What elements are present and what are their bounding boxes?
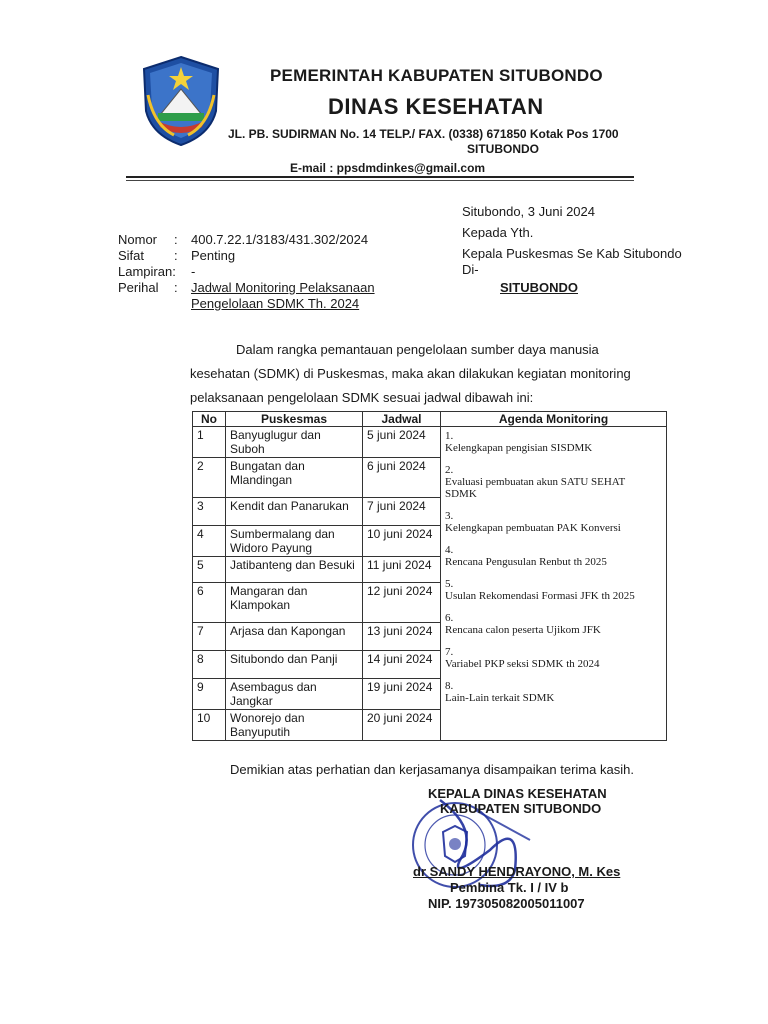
- lampiran-label: Lampiran:: [118, 264, 176, 279]
- cell-puskesmas: Arjasa dan Kapongan: [226, 623, 363, 651]
- cell-jadwal: 7 juni 2024: [363, 498, 441, 526]
- perihal-line1: Jadwal Monitoring Pelaksanaan: [191, 280, 375, 295]
- intro-line-3: pelaksanaan pengelolaan SDMK sesuai jadwal dibawah ini:: [190, 390, 534, 405]
- agenda-item: 2. Evaluasi pembuatan akun SATU SEHAT SDMK: [445, 464, 626, 500]
- cell-puskesmas: Asembagus dan Jangkar: [226, 679, 363, 710]
- cell-jadwal: 13 juni 2024: [363, 623, 441, 651]
- cell-puskesmas: Banyuglugur dan Suboh: [226, 427, 363, 458]
- recipient-di: Di-: [462, 262, 479, 277]
- cell-no: 5: [193, 557, 226, 583]
- cell-jadwal: 20 juni 2024: [363, 710, 441, 741]
- letterhead-address: JL. PB. SUDIRMAN No. 14 TELP./ FAX. (0338) 671850 Kotak Pos 1700: [228, 127, 619, 141]
- letterhead-divider: [126, 176, 634, 178]
- cell-puskesmas: Bungatan dan Mlandingan: [226, 458, 363, 498]
- letterhead-government: PEMERINTAH KABUPATEN SITUBONDO: [270, 66, 603, 85]
- agenda-item: 6. Rencana calon peserta Ujikom JFK: [445, 612, 601, 636]
- nomor-colon: :: [174, 232, 178, 247]
- cell-no: 9: [193, 679, 226, 710]
- agenda-item: 4. Rencana Pengusulan Renbut th 2025: [445, 544, 607, 568]
- sifat-label: Sifat: [118, 248, 145, 263]
- cell-puskesmas: Sumbermalang dan Widoro Payung: [226, 526, 363, 557]
- table-header-row: [193, 412, 667, 427]
- agenda-item: 8. Lain-Lain terkait SDMK: [445, 680, 555, 704]
- signer-nip: NIP. 197305082005011007: [428, 896, 585, 911]
- letterhead-divider-thin: [126, 180, 634, 181]
- cell-jadwal: 10 juni 2024: [363, 526, 441, 557]
- signer-name: dr SANDY HENDRAYONO, M. Kes: [413, 864, 621, 879]
- recipient-city: SITUBONDO: [500, 280, 578, 295]
- cell-no: 1: [193, 427, 226, 458]
- nomor-value: 400.7.22.1/3183/431.302/2024: [191, 232, 369, 247]
- cell-jadwal: 19 juni 2024: [363, 679, 441, 710]
- cell-jadwal: 5 juni 2024: [363, 427, 441, 458]
- cell-no: 7: [193, 623, 226, 651]
- perihal-colon: :: [174, 280, 178, 295]
- schedule-table: [192, 411, 667, 741]
- intro-line-2: kesehatan (SDMK) di Puskesmas, maka akan dilakukan kegiatan monitoring: [190, 366, 631, 381]
- cell-jadwal: 6 juni 2024: [363, 458, 441, 498]
- letterhead-email: E-mail : ppsdmdinkes@gmail.com: [290, 161, 486, 175]
- place-date: Situbondo, 3 Juni 2024: [462, 204, 595, 219]
- cell-puskesmas: Mangaran dan Klampokan: [226, 583, 363, 623]
- header-no: No: [193, 412, 226, 427]
- nomor-label: Nomor: [118, 232, 158, 247]
- cell-puskesmas: Wonorejo dan Banyuputih: [226, 710, 363, 741]
- cell-no: 10: [193, 710, 226, 741]
- agenda-list: [441, 427, 667, 741]
- regency-logo-icon: [140, 55, 222, 147]
- signer-title-1: KEPALA DINAS KESEHATAN: [428, 786, 607, 801]
- recipient-greeting: Kepada Yth.: [462, 225, 534, 240]
- header-agenda: Agenda Monitoring: [441, 412, 667, 427]
- cell-no: 6: [193, 583, 226, 623]
- cell-puskesmas: Situbondo dan Panji: [226, 651, 363, 679]
- lampiran-value: -: [191, 264, 196, 279]
- signer-title-2: KABUPATEN SITUBONDO: [440, 801, 602, 816]
- agenda-item: 7. Variabel PKP seksi SDMK th 2024: [445, 646, 600, 670]
- perihal-line2: Pengelolaan SDMK Th. 2024: [191, 296, 360, 311]
- sifat-value: Penting: [191, 248, 236, 263]
- cell-no: 4: [193, 526, 226, 557]
- header-jadwal: Jadwal: [363, 412, 441, 427]
- letterhead-agency: DINAS KESEHATAN: [328, 94, 544, 119]
- cell-no: 3: [193, 498, 226, 526]
- header-puskesmas: Puskesmas: [226, 412, 363, 427]
- agenda-item: 3. Kelengkapan pembuatan PAK Konversi: [445, 510, 621, 534]
- cell-puskesmas: Jatibanteng dan Besuki: [226, 557, 363, 583]
- table-row: [193, 427, 667, 458]
- recipient-name: Kepala Puskesmas Se Kab Situbondo: [462, 246, 682, 261]
- cell-jadwal: 14 juni 2024: [363, 651, 441, 679]
- cell-no: 8: [193, 651, 226, 679]
- cell-jadwal: 12 juni 2024: [363, 583, 441, 623]
- intro-line-1: Dalam rangka pemantauan pengelolaan sumber daya manusia: [236, 342, 599, 357]
- letterhead-city: SITUBONDO: [467, 142, 539, 156]
- agenda-item: 1. Kelengkapan pengisian SISDMK: [445, 430, 593, 454]
- agenda-item: 5. Usulan Rekomendasi Formasi JFK th 2025: [445, 578, 635, 602]
- cell-jadwal: 11 juni 2024: [363, 557, 441, 583]
- sifat-colon: :: [174, 248, 178, 263]
- cell-puskesmas: Kendit dan Panarukan: [226, 498, 363, 526]
- perihal-label: Perihal: [118, 280, 159, 295]
- closing-text: Demikian atas perhatian dan kerjasamanya disampaikan terima kasih.: [230, 762, 634, 777]
- cell-no: 2: [193, 458, 226, 498]
- signer-rank: Pembina Tk. I / IV b: [450, 880, 569, 895]
